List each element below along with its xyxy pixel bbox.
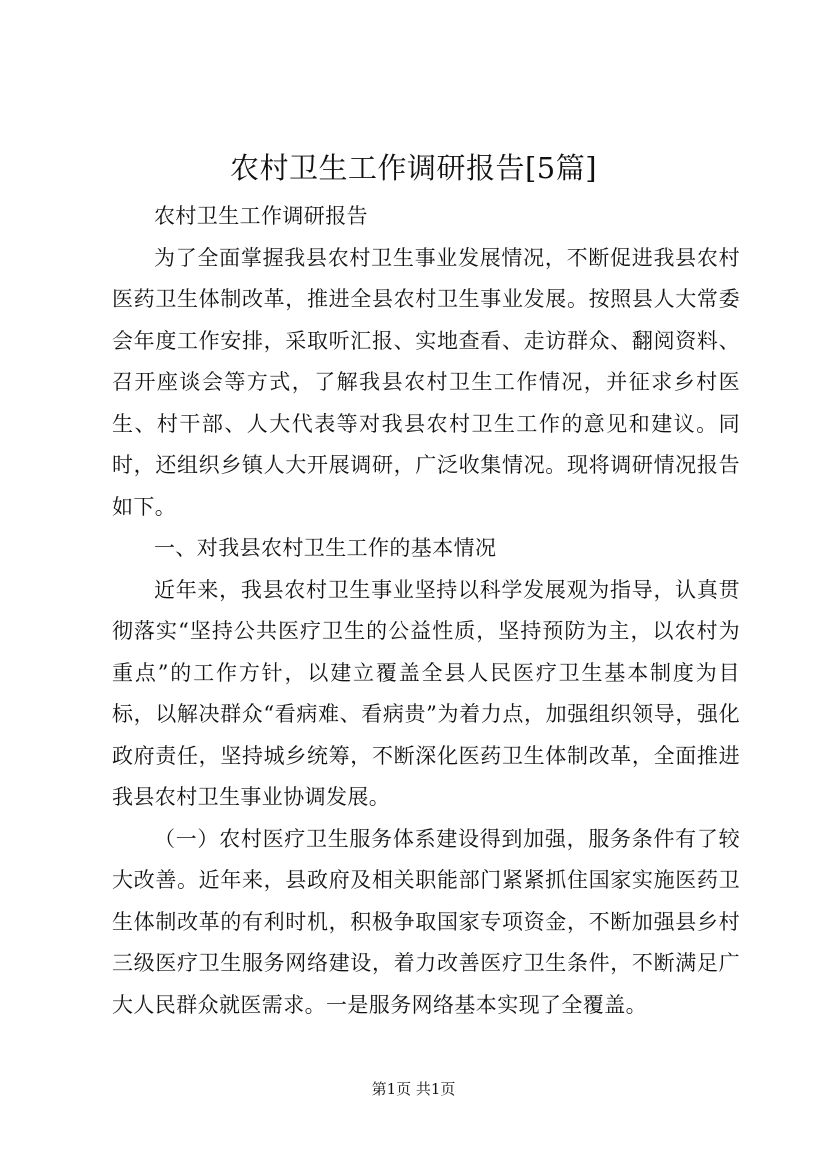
document-body	[112, 196, 740, 1026]
subsection-paragraph: （一）农村医疗卫生服务体系建设得到加强，服务条件有了较大改善。近年来，县政府及相关职能部门紧紧抓住国家实施医药卫生体制改革的有利时机，积极争取国家专项资金，不断加强县乡村三级医疗卫生服务网络建设，着力改善医疗卫生条件，不断满足广大人民群众就医需求。一是服务网络基本实现了全覆盖。	[112, 826, 740, 1017]
document-title: 农村卫生工作调研报告[5篇]	[229, 151, 598, 185]
overview-paragraph: 近年来，我县农村卫生事业坚持以科学发展观为指导，认真贯彻落实“坚持公共医疗卫生的公益性质，坚持预防为主，以农村为重点”的工作方针，以建立覆盖全县人民医疗卫生基本制度为目标，以解决群众“看病难、看病贵”为着力点，加强组织领导，强化政府责任，坚持城乡统筹，不断深化医药卫生体制改革，全面推进我县农村卫生事业协调发展。	[112, 577, 740, 809]
section-heading: 一、对我县农村卫生工作的基本情况	[154, 536, 497, 560]
subtitle-paragraph: 农村卫生工作调研报告	[154, 204, 368, 228]
page-footer: 第1页 共1页	[371, 1080, 456, 1098]
intro-paragraph: 为了全面掌握我县农村卫生事业发展情况，不断促进我县农村医药卫生体制改革，推进全县农村卫生事业发展。按照县人大常委会年度工作安排，采取听汇报、实地查看、走访群众、翻阅资料、召开座谈会等方式，了解我县农村卫生工作情况，并征求乡村医生、村干部、人大代表等对我县农村卫生工作的意见和建议。同时，还组织乡镇人大开展调研，广泛收集情况。现将调研情况报告如下。	[112, 245, 740, 519]
